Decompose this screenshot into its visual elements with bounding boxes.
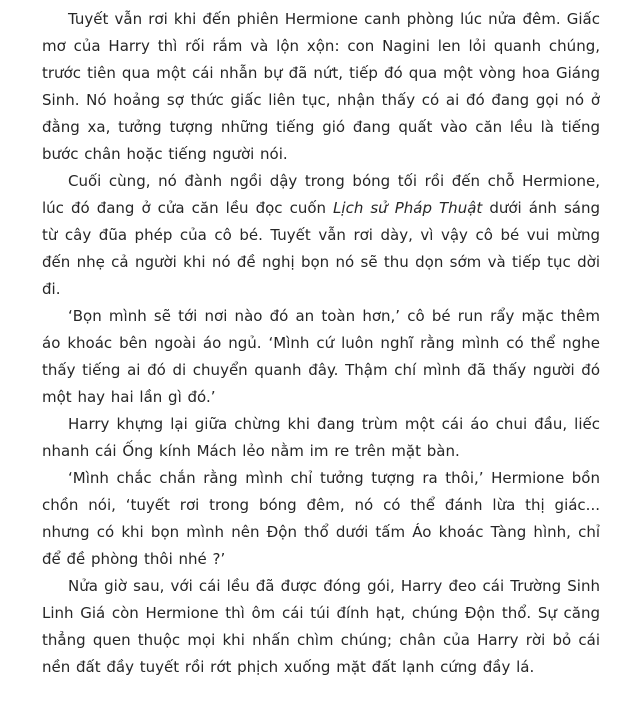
paragraph-1 <box>42 6 600 168</box>
book-title-italic: Lịch sử Pháp Thuật <box>333 199 483 217</box>
paragraph-3-text: ‘Bọn mình sẽ tới nơi nào đó an toàn hơn,’ cô bé run rẩy mặc thêm áo khoác bên ngoài áo ngủ. ‘Mình cứ luôn nghĩ rằng mình có thể nghe thấy tiếng ai đó di chuyển quanh đây. Thậm chí mình đã thấy người đó một hay hai lần gì đó.’ <box>42 307 600 406</box>
paragraph-6 <box>42 573 600 681</box>
paragraph-4 <box>42 411 600 465</box>
paragraph-2 <box>42 168 600 303</box>
paragraph-2-text-after: dưới ánh sáng từ cây đũa phép của cô bé. Tuyết vẫn rơi dày, vì vậy cô bé vui mừng đến nhẹ cả người khi nó đề nghị bọn nó sẽ thu dọn sớm và tiếp tục dời đi. <box>42 199 601 298</box>
paragraph-5-text: ‘Mình chắc chắn rằng mình chỉ tưởng tượng ra thôi,’ Hermione bồn chồn nói, ‘tuyết rơi trong bóng đêm, nó có thể đánh lừa thị giác... nhưng có khi bọn mình nên Độn thổ dưới tấm Áo khoác Tàng hình, chỉ để đề phòng thôi nhé ?’ <box>42 469 600 568</box>
paragraph-6-text: Nửa giờ sau, với cái lều đã được đóng gói, Harry đeo cái Trường Sinh Linh Giá còn Hermione thì ôm cái túi đính hạt, chúng Độn thổ. Sự căng thẳng quen thuộc mọi khi nhấn chìm chúng; chân của Harry rời bỏ cái nền đất đầy tuyết rồi rớt phịch xuống mặt đất lạnh cứng đầy lá. <box>42 577 600 676</box>
paragraph-1-text: Tuyết vẫn rơi khi đến phiên Hermione canh phòng lúc nửa đêm. Giấc mơ của Harry thì rối rắm và lộn xộn: con Nagini len lỏi quanh chúng, trước tiên qua một cái nhẫn bự đã nứt, tiếp đó qua một vòng hoa Giáng Sinh. Nó hoảng sợ thức giấc liên tục, nhận thấy có ai đó đang gọi nó ở đằng xa, tưởng tượng những tiếng gió đang quất vào căn lều là tiếng bước chân hoặc tiếng người nói. <box>42 10 600 163</box>
paragraph-2-text-before: Cuối cùng, nó đành ngồi dậy trong bóng tối rồi đến chỗ Hermione, lúc đó đang ở cửa căn lều đọc cuốn <box>42 172 600 217</box>
paragraph-5 <box>42 465 600 573</box>
paragraph-3 <box>42 303 600 411</box>
paragraph-4-text: Harry khựng lại giữa chừng khi đang trùm một cái áo chui đầu, liếc nhanh cái Ống kính Mách lẻo nằm im re trên mặt bàn. <box>42 415 600 460</box>
